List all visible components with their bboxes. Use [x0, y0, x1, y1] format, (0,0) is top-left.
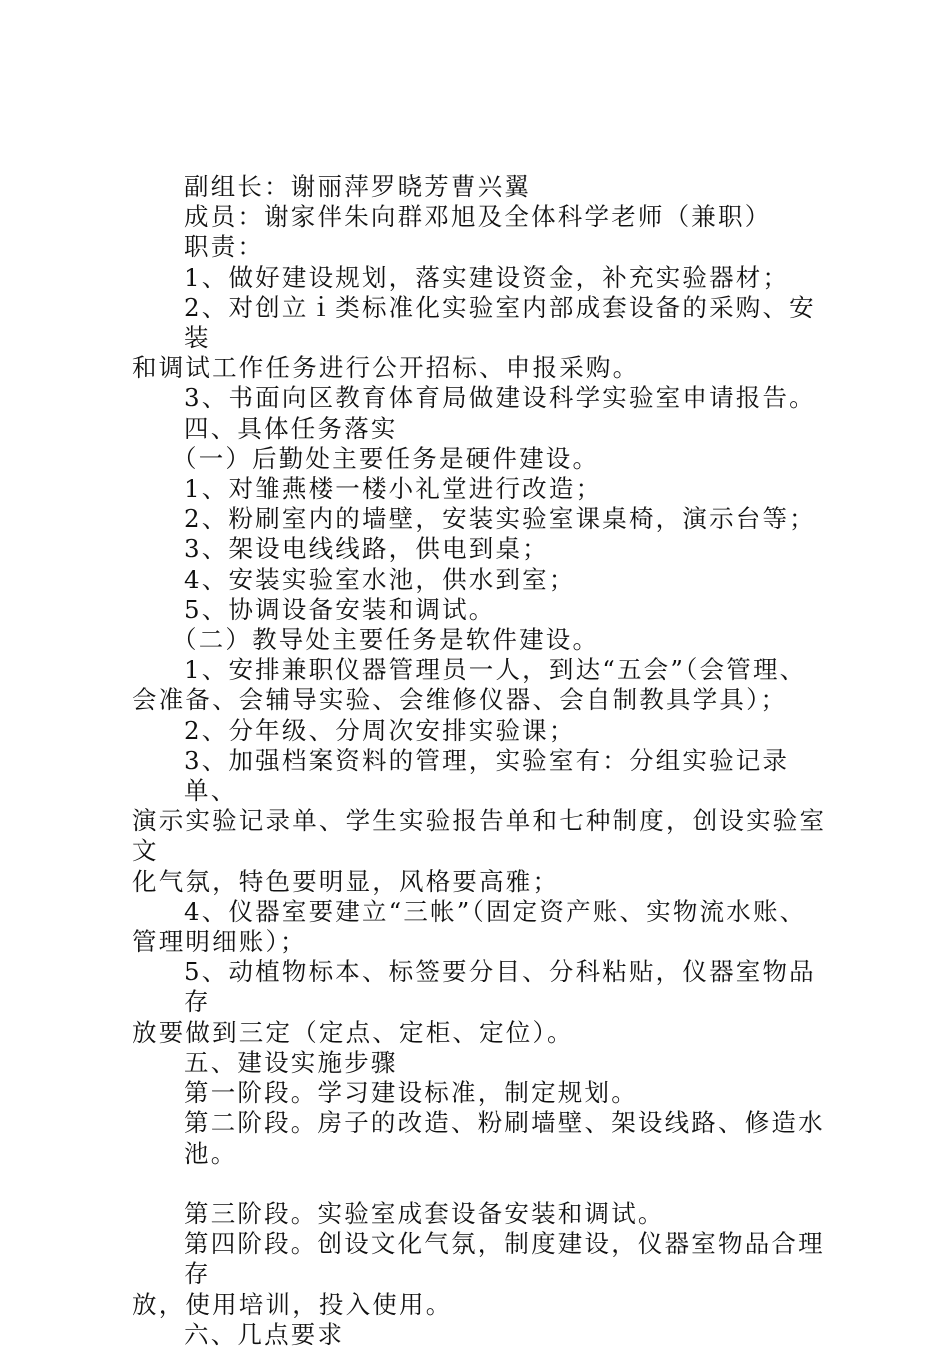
text-line: 1、做好建设规划，落实建设资金，补充实验器材；	[184, 262, 790, 292]
text-line: 2、对创立ｉ类标准化实验室内部成套设备的采购、安装	[184, 292, 816, 353]
text-line: 和调试工作任务进行公开招标、申报采购。	[132, 353, 640, 383]
text-line: 5、协调设备安装和调试。	[184, 594, 496, 624]
text-line: 1、对雏燕楼一楼小礼堂进行改造；	[184, 474, 603, 504]
text-line: 3、书面向区教育体育局做建设科学实验室申请报告。	[184, 383, 816, 413]
section-heading: 五、建设实施步骤	[184, 1047, 398, 1077]
text-line: 2、粉刷室内的墙壁，安装实验室课桌椅，演示台等；	[184, 504, 816, 534]
document-body	[132, 172, 832, 1350]
text-line: 3、加强档案资料的管理，实验室有：分组实验记录单、	[184, 745, 790, 806]
text-line: 4、安装实验室水池，供水到室；	[184, 564, 576, 594]
text-line: 5、动植物标本、标签要分目、分科粘贴，仪器室物品存	[184, 957, 816, 1017]
section-heading: 四、具体任务落实	[184, 413, 398, 443]
text-line: 放要做到三定（定点、定柜、定位）。	[132, 1017, 574, 1047]
text-line: 化气氛，特色要明显，风格要高雅；	[132, 866, 560, 896]
text-line: 4、仪器室要建立“三帐”（固定资产账、实物流水账、	[184, 896, 807, 926]
text-line: 第四阶段。创设文化气氛，制度建设，仪器室物品合理存	[184, 1229, 825, 1289]
text-line: 1、安排兼职仪器管理员一人，到达“五会”（会管理、	[184, 655, 807, 685]
text-line: 职责：	[184, 232, 265, 262]
section-heading: 六、几点要求	[184, 1319, 345, 1349]
subsection-heading: （一）后勤处主要任务是硬件建设。	[172, 443, 600, 473]
text-line: 演示实验记录单、学生实验报告单和七种制度，创设实验室文	[132, 806, 827, 866]
text-line: 第三阶段。实验室成套设备安装和调试。	[184, 1198, 665, 1228]
blank-line	[132, 1169, 832, 1199]
text-line: 管理明细账）；	[132, 927, 307, 957]
text-line: 第一阶段。学习建设标准，制定规划。	[184, 1078, 638, 1108]
text-line: 成员：谢家伴朱向群邓旭及全体科学老师（兼职）	[184, 202, 772, 232]
subsection-heading: （二）教导处主要任务是软件建设。	[172, 625, 600, 655]
text-line: 副组长：谢丽萍罗晓芳曹兴翼	[184, 172, 532, 201]
text-line: 放，使用培训，投入使用。	[132, 1289, 453, 1319]
text-line: 第二阶段。房子的改造、粉刷墙壁、架设线路、修造水池。	[184, 1108, 825, 1168]
text-line: 2、分年级、分周次安排实验课；	[184, 715, 576, 745]
text-line: 3、架设电线线路，供电到桌；	[184, 534, 549, 564]
text-line: 会准备、会辅导实验、会维修仪器、会自制教具学具）；	[132, 685, 788, 715]
